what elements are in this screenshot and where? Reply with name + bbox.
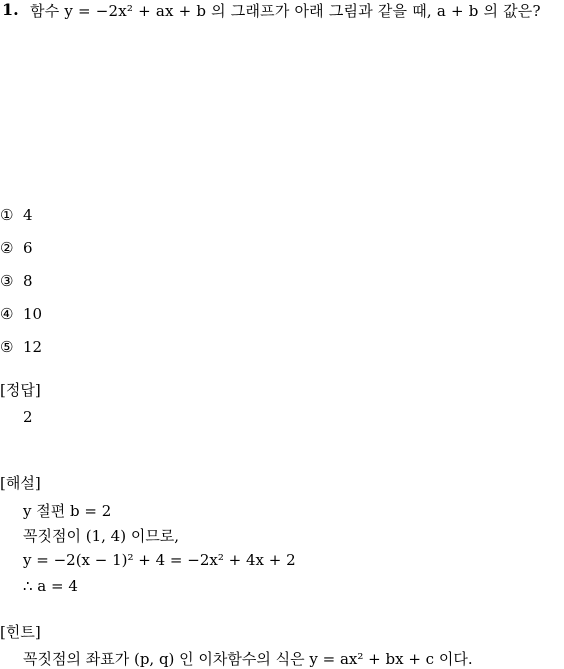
- explanation-line-3: y = −2(x − 1)² + 4 = −2x² + 4x + 2: [23, 551, 296, 569]
- choice-mark-5: ⑤: [0, 338, 14, 356]
- choice-mark-2: ②: [0, 239, 14, 257]
- answer-value: 2: [23, 408, 33, 426]
- choice-mark-4: ④: [0, 305, 14, 323]
- hint-text: 꼭짓점의 좌표가 (p, q) 인 이차함수의 식은 y = ax² + bx + c 이다.: [23, 650, 473, 668]
- explanation-line-1: y 절편 b = 2: [23, 502, 112, 520]
- choice-value-4: 10: [23, 305, 43, 323]
- question-number: 1.: [2, 0, 19, 19]
- explanation-label: [해설]: [0, 474, 41, 492]
- choice-value-3: 8: [23, 272, 33, 290]
- graph-figure-area: [30, 28, 530, 198]
- question-text: 함수 y = −2x² + ax + b 의 그래프가 아래 그림과 같을 때, a + b 의 값은?: [30, 2, 541, 20]
- choice-mark-1: ①: [0, 206, 14, 224]
- explanation-line-4: ∴ a = 4: [23, 577, 78, 595]
- choice-value-5: 12: [23, 338, 43, 356]
- answer-label: [정답]: [0, 381, 41, 399]
- choice-value-1: 4: [23, 206, 33, 224]
- hint-label: [힌트]: [0, 623, 41, 641]
- explanation-line-2: 꼭짓점이 (1, 4) 이므로,: [23, 527, 180, 545]
- choice-mark-3: ③: [0, 272, 14, 290]
- choice-value-2: 6: [23, 239, 33, 257]
